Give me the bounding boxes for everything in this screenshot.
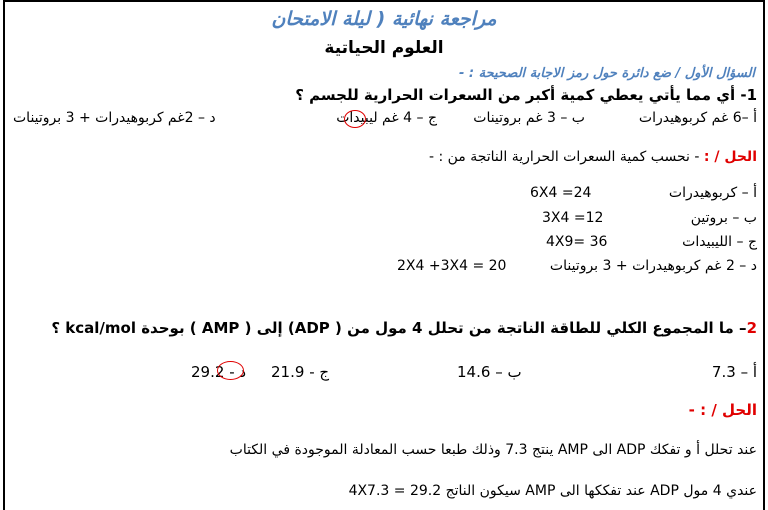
section-heading: السؤال الأول / ضع دائرة حول رمز الاجابة الصحيحة : - — [459, 66, 755, 81]
answer-circle-q1 — [344, 110, 366, 128]
calc-row-c — [682, 234, 757, 250]
q1-option-a: أ –6 غم كربوهيدرات — [638, 110, 757, 126]
q2-solution-label: الحل / : - — [688, 401, 757, 419]
q2-option-b-label: ب – — [495, 363, 522, 381]
q1-option-b: ب – 3 غم بروتينات — [473, 110, 585, 126]
q2-explanation-1: عند تحلل أ و تفكك ADP الى AMP ينتج 7.3 وذلك طبعا حسب المعادلة الموجودة في الكتاب — [229, 442, 757, 458]
q2-option-b — [457, 363, 522, 381]
question-2-body: – ما المجموع الكلي للطاقة الناتجة من تحلل 4 مول من ( ADP) إلى ( AMP ) بوحدة kcal/mol ؟ — [51, 319, 747, 337]
page-title: مراجعة نهائية ( ليلة الامتحان — [271, 8, 497, 30]
calc-value-b: 3X4 =12 — [542, 210, 604, 226]
calc-value-a: 6X4 =24 — [530, 185, 592, 201]
question-2-text — [51, 319, 757, 337]
calc-row-d — [550, 258, 757, 274]
calc-value-c: 4X9= 36 — [546, 234, 608, 250]
answer-circle-q2 — [217, 361, 247, 381]
calc-row-a — [669, 185, 757, 201]
q1-solution-label: الحل / : — [703, 149, 757, 165]
q2-option-a-value: 7.3 — [711, 363, 736, 381]
question-2-number: 2 — [746, 319, 757, 337]
question-1-options — [13, 110, 757, 130]
q2-option-c — [271, 363, 329, 381]
q1-solution-text: - نحسب كمية السعرات الحرارية الناتجة من : - — [428, 149, 700, 165]
document-page — [3, 0, 765, 510]
question-1-text: 1- أي مما يأتي يعطي كمية أكبر من السعرات الحرارية للجسم ؟ — [295, 86, 757, 104]
calc-row-b — [691, 210, 757, 226]
calc-label-c: ج – الليبيدات — [682, 234, 757, 250]
q2-option-d-label: د - — [229, 363, 247, 381]
q1-option-c: ج – 4 غم ليبيدات — [336, 110, 437, 126]
q2-option-a-label: أ – — [740, 363, 757, 381]
q2-option-a — [712, 363, 757, 381]
calc-label-d: د – 2 غم كربوهيدرات + 3 بروتينات — [549, 258, 757, 274]
calc-label-b: ب – بروتين — [690, 210, 757, 226]
q2-explanation-2: عندي 4 مول ADP عند تفككها الى AMP سيكون الناتج 29.2 = 4X7.3 — [348, 483, 757, 499]
q2-option-d-value: 29.2 — [191, 363, 225, 381]
q2-option-c-label: ج - — [309, 363, 330, 381]
calc-value-d: 2X4 +3X4 = 20 — [397, 258, 507, 274]
q2-option-b-value: 14.6 — [457, 363, 491, 381]
q1-solution — [429, 149, 757, 165]
subject-heading: العلوم الحياتية — [324, 38, 444, 58]
q1-option-d: د – 2غم كربوهيدرات + 3 بروتينات — [13, 110, 216, 126]
calc-label-a: أ – كربوهيدرات — [668, 185, 757, 201]
q2-option-c-value: 21.9 — [271, 363, 305, 381]
